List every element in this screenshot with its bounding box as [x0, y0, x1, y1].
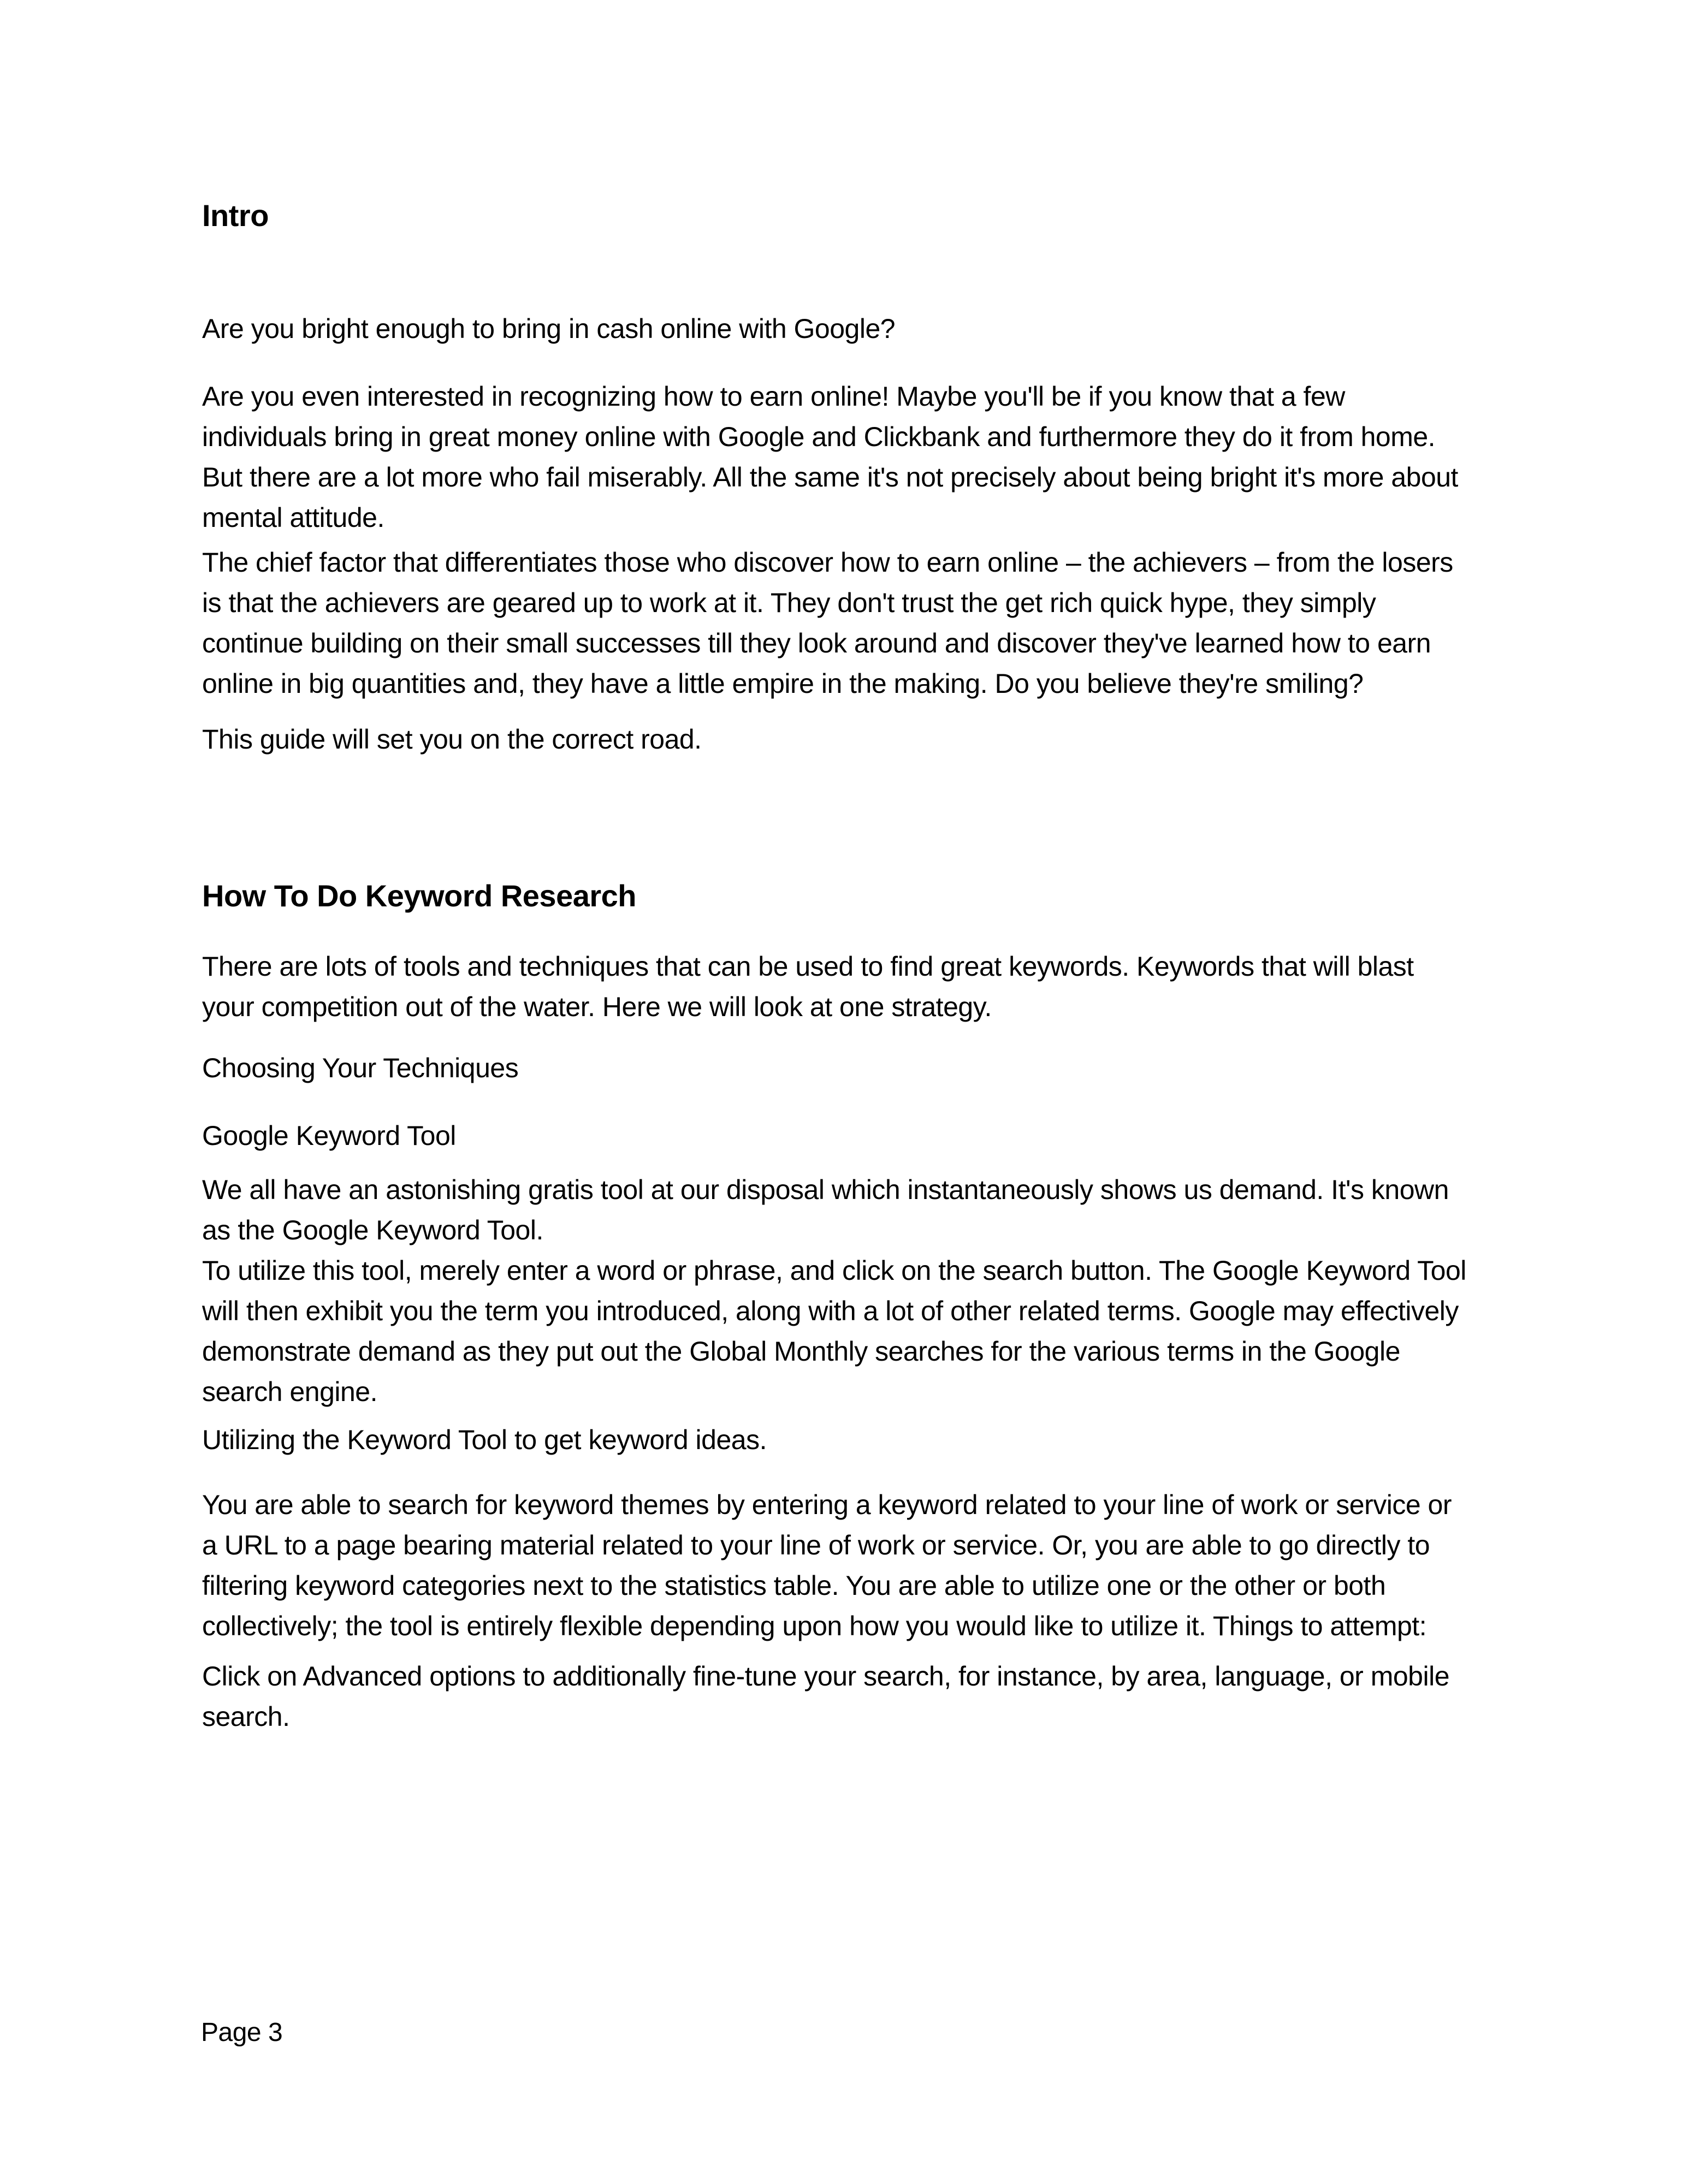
- paragraph-choosing-techniques: Choosing Your Techniques: [202, 1053, 519, 1083]
- paragraph-gratis-tool: We all have an astonishing gratis tool at our disposal which instantaneously shows us demand. It's known as the Google Keyword Tool.: [202, 1174, 1449, 1245]
- paragraph-intro-guide: This guide will set you on the correct road.: [202, 724, 702, 755]
- section-heading-intro: Intro: [202, 198, 269, 233]
- paragraph-intro-interested: Are you even interested in recognizing how to earn online! Maybe you'll be if you know that a few individuals bring in great money online with Google and Clickbank and furthermore they do it from home. But there are a lot more who fail miserably. All the same it's not precisely about being bright it's more about mental attitude.: [202, 381, 1458, 533]
- paragraph-tools-techniques: There are lots of tools and techniques that can be used to find great keywords. Keywords that will blast your competition out of the water. Here we will look at one strategy.: [202, 951, 1414, 1022]
- paragraph-search-keyword-themes: You are able to search for keyword themes by entering a keyword related to your line of work or service or a URL to a page bearing material related to your line of work or service. Or, you are able to go directly to filtering keyword categories next to the statistics table. You are able to utilize one or the other or both collectively; the tool is entirely flexible depending upon how you would like to utilize it. Things to attempt:: [202, 1489, 1452, 1641]
- section-heading-keyword-research: How To Do Keyword Research: [202, 879, 637, 913]
- paragraph-intro-question: Are you bright enough to bring in cash online with Google?: [202, 313, 896, 344]
- page-content: [202, 0, 1469, 1737]
- paragraph-intro-chief-factor: The chief factor that differentiates those who discover how to earn online – the achievers – from the losers is that the achievers are geared up to work at it. They don't trust the get rich quick hype, they simply continue building on their small successes till they look around and discover they've learned how to earn online in big quantities and, they have a little empire in the making. Do you believe they're smiling?: [202, 547, 1453, 699]
- paragraph-google-keyword-tool: Google Keyword Tool: [202, 1120, 456, 1151]
- paragraph-keyword-ideas: Utilizing the Keyword Tool to get keyword ideas.: [202, 1425, 767, 1455]
- paragraph-advanced-options: Click on Advanced options to additionally fine-tune your search, for instance, by area, language, or mobile search.: [202, 1661, 1449, 1732]
- paragraph-utilize-tool: To utilize this tool, merely enter a word or phrase, and click on the search button. The Google Keyword Tool will then exhibit you the term you introduced, along with a lot of other related terms. Google may effectively demonstrate demand as they put out the Global Monthly searches for the various terms in the Google search engine.: [202, 1255, 1466, 1407]
- page-number: Page 3: [201, 2018, 283, 2047]
